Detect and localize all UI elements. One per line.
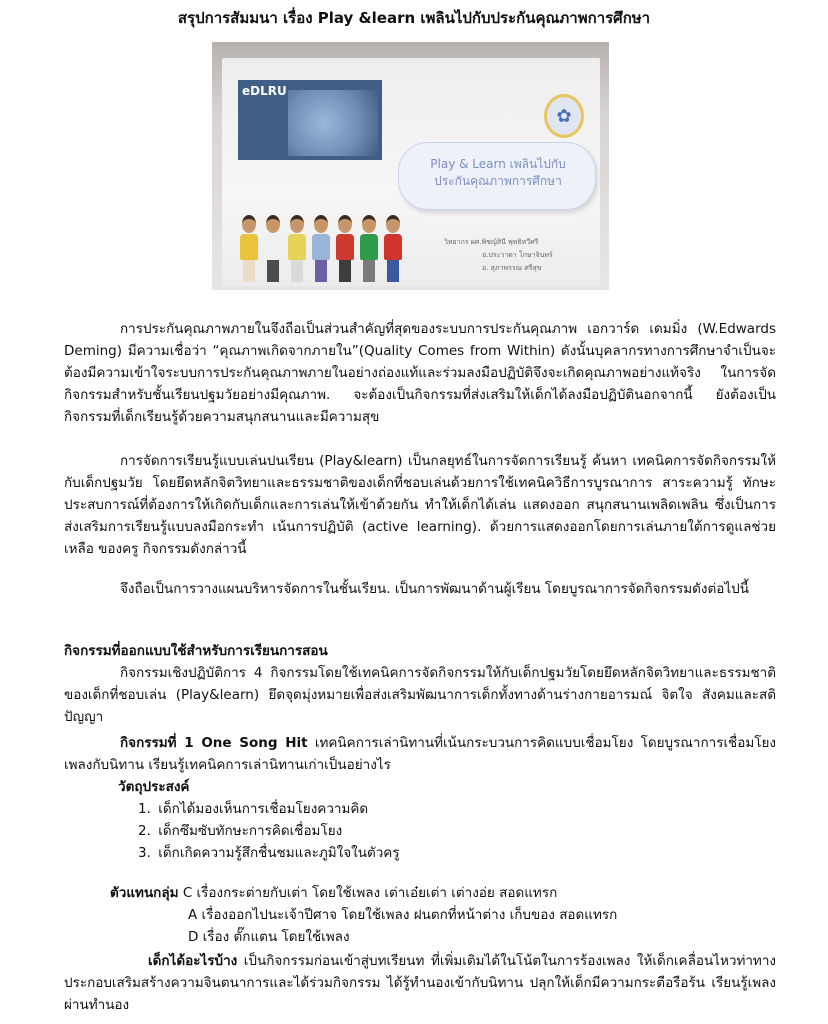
group-d: D เรื่อง ตั๊กแตน โดยใช้เพลง — [188, 929, 350, 945]
objectives-heading: วัตถุประสงค์ — [118, 779, 190, 795]
edlru-banner-image — [288, 90, 378, 156]
activity-1-text: เทคนิคการเล่านิทานที่เน้นกระบวนการคิดแบบเชื่อมโยง โดยบูรณาการเชื่อมโยงเพลงกับนิทาน เรียนรู้เทคนิคการเล่านิทานเก่าเป็นอย่างไร — [64, 735, 776, 773]
group-c-text: C เรื่องกระต่ายกับเต่า โดยใช้เพลง เต่าเอ๋ยเต่า เต่างอ่ย สอดแทรก — [182, 885, 558, 901]
groups-label: ตัวแทนกลุ่ม — [110, 885, 179, 901]
university-emblem-icon: ✿ — [544, 94, 584, 138]
slide-headline — [408, 156, 588, 190]
speaker-2: อ.ประวาดา โกษาจินทร์ — [482, 251, 553, 259]
speaker-list — [444, 236, 594, 275]
paragraph-class-management: จึงถือเป็นการวางแผนบริหารจัดการในชั้นเรียน. เป็นการพัฒนาด้านผู้เรียน โดยบูรณาการจัดกิจกรรมดังต่อไปนี้ — [120, 581, 749, 597]
activity-1-label: กิจกรรมที่ 1 One Song Hit — [120, 735, 308, 751]
outcome-text: เป็นกิจกรรมก่อนเข้าสู่บทเรียนท ที่เพิ่มเติมได้ในโน้ตในการร้องเพลง ให้เด็กเคลื่อนไหวท่าทาง ประกอบเสริมสร้างความจินตนาการและได้ร่วมกิจกรรม ได้รู้ทำนองเข้ากับนิทาน ปลุกให้เด็กมีความกระตือรือร้น เรียนรู้เพลงผ่านทำนอง — [64, 953, 776, 1013]
objectives-list — [64, 798, 776, 864]
edlru-logo-text: eDLRU — [242, 84, 287, 98]
slide-photo — [212, 42, 609, 290]
objective-item: 3. เด็กเกิดความรู้สึกชื่นชมและภูมิใจในตัวครู — [138, 845, 400, 861]
outcome-paragraph — [64, 950, 776, 1016]
group-a: A เรื่องออกไปนะเจ้าปีศาจ โดยใช้เพลง ฝนตกที่หน้าต่าง เก็บของ สอดแทรก — [188, 907, 618, 923]
speaker-3: อ. สุภาพรรณ ศรีสุข — [482, 264, 542, 272]
paragraph-play-learn: การจัดการเรียนรู้แบบเล่นปนเรียน (Play&learn) เป็นกลยุทธ์ในการจัดการเรียนรู้ ค้นหา เทคนิคการจัดกิจกรรมให้กับเด็กปฐมวัย โดยยึดหลักจิตวิทยาและธรรมชาติของเด็กที่ชอบเล่นด้วยการใช้เทคนิควิธีการบูรณาการ สาระความรู้ ทักษะ ประสบการณ์ที่ต้องการให้เกิดกับเด็กและการเล่นให้เข้าด้วยกัน ทำให้เด็กได้เล่น แสดงออก สนุกสนานเพลิดเพลิน ซึ่งเป็นการส่งเสริมการเรียนรู้แบบลงมือกระทำ เน้นการปฏิบัติ (active learning). ด้วยการแสดงออกโดยการเล่นภายใต้การดูแลช่วยเหลือ ของครู กิจกรรมดังกล่าวนี้ — [64, 453, 776, 557]
projected-slide — [222, 58, 600, 286]
outcome-label: เด็กได้อะไรบ้าง — [148, 953, 238, 969]
objective-item: 1. เด็กได้มองเห็นการเชื่อมโยงความคิด — [138, 801, 369, 817]
slide-headline-line1: Play & Learn เพลินไปกับ — [430, 157, 566, 171]
activities-intro: กิจกรรมเชิงปฏิบัติการ 4 กิจกรรมโดยใช้เทคนิคการจัดกิจกรรมให้กับเด็กปฐมวัยโดยยึดหลักจิตวิทยาและธรรมชาติของเด็กที่ชอบเล่น (Play&learn) ยึดจุดมุ่งหมายเพื่อส่งเสริมพัฒนาการเด็กทั้งทางด้านร่างกายอารมณ์ จิตใจ สังคมและสติปัญญา — [64, 665, 776, 725]
speaker-1: วิทยากร ผศ.พิชญ์สินี พุทธิทวีศรี — [444, 238, 539, 246]
document-title: สรุปการสัมมนา เรื่อง Play &learn เพลินไปกับประกันคุณภาพการศึกษา — [177, 9, 651, 27]
activity-1 — [64, 732, 776, 776]
activities-heading: กิจกรรมที่ออกแบบใช้สำหรับการเรียนการสอน — [64, 643, 328, 659]
children-illustration — [236, 178, 426, 288]
group-c — [64, 882, 776, 904]
slide-headline-line2: ประกันคุณภาพการศึกษา — [434, 174, 562, 188]
paragraph-quality-assurance: การประกันคุณภาพภายในจึงถือเป็นส่วนสำคัญที่สุดของระบบการประกันคุณภาพ เอกวาร์ด เดมมิ่ง (W.Edwards Deming) มีความเชื่อว่า “คุณภาพเกิดจากภายใน”(Quality Comes from Within) ดังนั้นบุคลากรทางการศึกษาจำเป็นจะต้องมีความเข้าใจระบบการประกันคุณภาพภายในอย่างถ่องแท้และร่วมลงมือปฏิบัติจึงจะเกิดคุณภาพอย่างแท้จริง ในการจัดกิจกรรมสำหรับชั้นเรียนปฐมวัยอย่างมีคุณภาพ. จะต้องเป็นกิจกรรมที่ส่งเสริมให้เด็กได้ลงมือปฏิบัตินอกจากนี้ ยังต้องเป็นกิจกรรมที่เด็กเรียนรู้ด้วยความสนุกสนานและมีความสุข — [64, 321, 776, 425]
objective-item: 2. เด็กซึมซับทักษะการคิดเชื่อมโยง — [138, 823, 343, 839]
